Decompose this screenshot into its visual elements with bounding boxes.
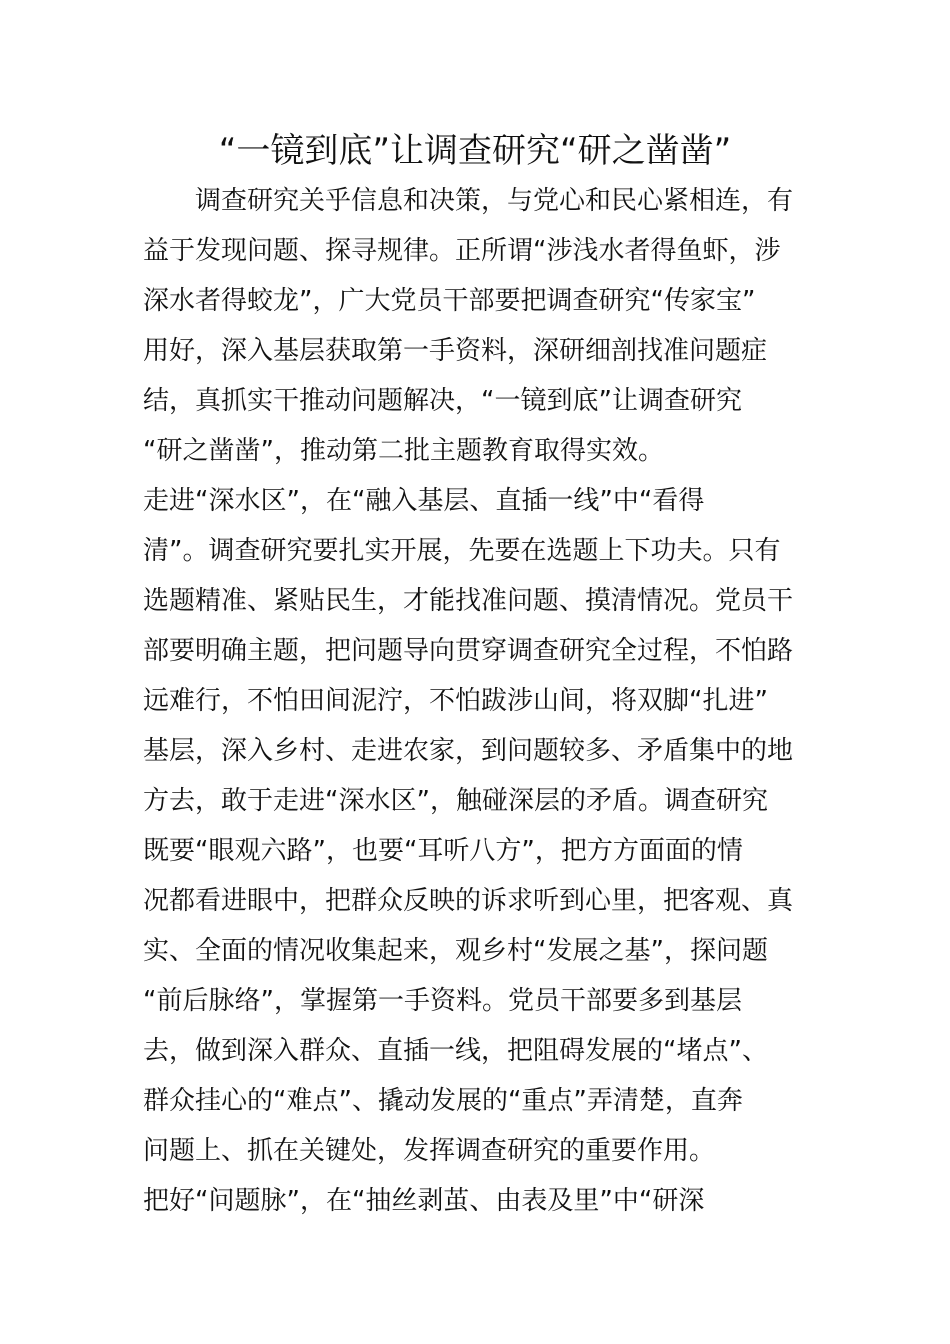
paragraph-2-line-13: 群众挂心的“难点”、撬动发展的“重点”弄清楚，直奔 xyxy=(143,1086,743,1116)
paragraph-2-line-1: 走进“深水区”，在“融入基层、直插一线”中“看得 xyxy=(143,486,705,516)
paragraph-2-line-12: 去，做到深入群众、直插一线，把阻碍发展的“堵点”、 xyxy=(143,1036,768,1066)
paragraph-2-line-6: 基层，深入乡村、走进农家，到问题较多、矛盾集中的地 xyxy=(143,736,794,766)
paragraph-2-line-7: 方去，敢于走进“深水区”，触碰深层的矛盾。调查研究 xyxy=(143,786,768,816)
paragraph-2-line-5: 远难行，不怕田间泥泞，不怕跋涉山间，将双脚“扎进” xyxy=(143,686,768,716)
paragraph-1-line-1: 调查研究关乎信息和决策，与党心和民心紧相连，有 xyxy=(143,186,794,216)
document-title: “一镜到底”让调查研究“研之凿凿” xyxy=(218,131,732,171)
paragraph-1-line-6: “研之凿凿”，推动第二批主题教育取得实效。 xyxy=(143,436,664,466)
paragraph-2-line-10: 实、全面的情况收集起来，观乡村“发展之基”，探问题 xyxy=(143,936,768,966)
paragraph-2-line-14: 问题上、抓在关键处，发挥调查研究的重要作用。 xyxy=(143,1136,716,1166)
paragraph-2-line-3: 选题精准、紧贴民生，才能找准问题、摸清情况。党员干 xyxy=(143,586,794,616)
paragraph-1-line-3: 深水者得蛟龙”，广大党员干部要把调查研究“传家宝” xyxy=(143,286,756,316)
paragraph-2-line-9: 况都看进眼中，把群众反映的诉求听到心里，把客观、真 xyxy=(143,886,794,916)
paragraph-2-line-8: 既要“眼观六路”，也要“耳听八方”，把方方面面的情 xyxy=(143,836,743,866)
paragraph-2-line-11: “前后脉络”，掌握第一手资料。党员干部要多到基层 xyxy=(143,986,742,1016)
paragraph-1-line-5: 结，真抓实干推动问题解决，“一镜到底”让调查研究 xyxy=(143,386,742,416)
paragraph-1-line-4: 用好，深入基层获取第一手资料，深研细剖找准问题症 xyxy=(143,336,768,366)
paragraph-2-line-2: 清”。调查研究要扎实开展，先要在选题上下功夫。只有 xyxy=(143,536,781,566)
paragraph-2-line-4: 部要明确主题，把问题导向贯穿调查研究全过程，不怕路 xyxy=(143,636,794,666)
paragraph-3-line-1: 把好“问题脉”，在“抽丝剥茧、由表及里”中“研深 xyxy=(143,1186,705,1216)
paragraph-1-line-2: 益于发现问题、探寻规律。正所谓“涉浅水者得鱼虾，涉 xyxy=(143,236,781,266)
